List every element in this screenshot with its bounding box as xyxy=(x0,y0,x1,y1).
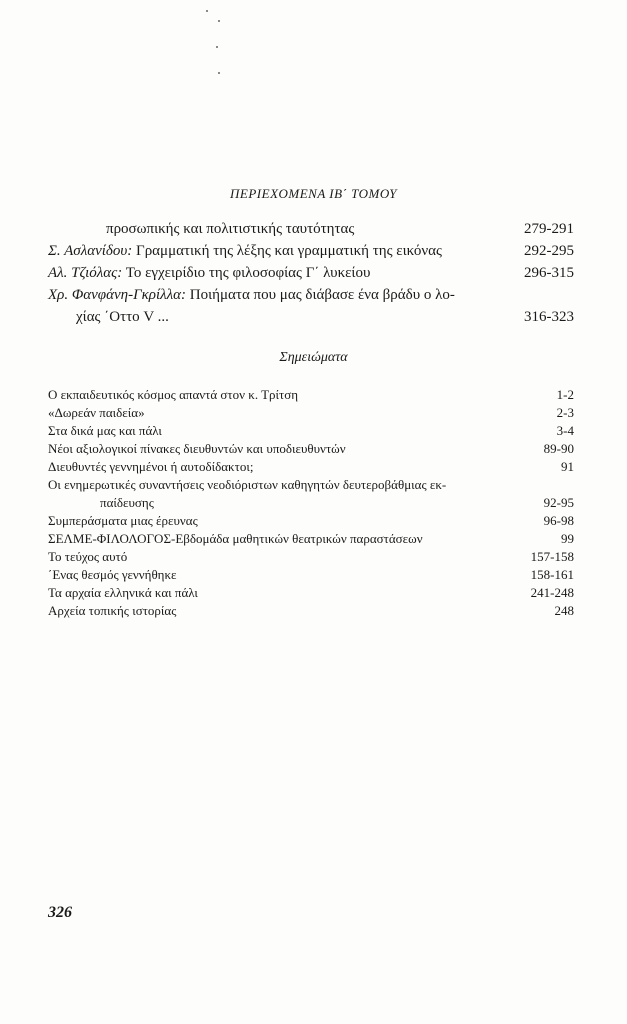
note-entry-pages: 2-3 xyxy=(556,405,574,420)
note-entry-pages: 1-2 xyxy=(556,387,574,402)
note-entry-title: Οι ενημερωτικές συναντήσεις νεοδιόριστων καθηγητών δευτεροβάθμιας εκ- xyxy=(48,477,447,492)
toc-entry-pages: 292-295 xyxy=(524,243,574,259)
note-entry-pages: 89-90 xyxy=(543,441,574,456)
note-entry-title: παίδευσης xyxy=(100,495,154,510)
page-title: ΠΕΡΙΕΧΟΜΕΝΑ ΙΒ΄ ΤΟΜΟΥ xyxy=(230,186,397,201)
toc-entry xyxy=(48,240,574,262)
note-entry xyxy=(48,566,574,584)
toc-entry-pages: 316-323 xyxy=(524,309,574,325)
note-entry xyxy=(48,440,574,458)
note-entry-title: Διευθυντές γεννημένοι ή αυτοδίδακτοι; xyxy=(48,459,254,474)
toc-entry xyxy=(48,284,574,306)
note-entry-title: «Δωρεάν παιδεία» xyxy=(48,405,145,420)
scan-speck xyxy=(216,46,218,48)
note-entry-title: Ο εκπαιδευτικός κόσμος απαντά στον κ. Τρίτση xyxy=(48,387,299,402)
toc-entry-title: Το εγχειρίδιο της φιλοσοφίας Γ΄ λυκείου xyxy=(125,265,371,281)
note-entry-pages: 99 xyxy=(561,531,574,546)
note-entry-title: Τα αρχαία ελληνικά και πάλι xyxy=(48,585,198,600)
toc-entry xyxy=(48,218,574,240)
toc-entry-author: Σ. Ασλανίδου: xyxy=(48,243,133,259)
note-entry-pages: 92-95 xyxy=(543,495,574,510)
contents-list xyxy=(48,218,574,328)
note-entry-pages: 96-98 xyxy=(543,513,574,528)
toc-entry-author: Χρ. Φανφάνη-Γκρίλλα: xyxy=(48,287,187,303)
note-entry-title: ΄Ενας θεσμός γεννήθηκε xyxy=(48,567,177,582)
note-entry xyxy=(48,512,574,530)
note-entry-pages: 241-248 xyxy=(530,585,574,600)
note-entry-title: ΣΕΛΜΕ-ΦΙΛΟΛΟΓΟΣ-Εβδομάδα μαθητικών θεατρικών παραστάσεων xyxy=(48,531,423,546)
note-entry-pages: 91 xyxy=(561,459,574,474)
toc-entry-pages: 279-291 xyxy=(524,221,574,237)
note-entry-title: Στα δικά μας και πάλι xyxy=(48,423,162,438)
toc-entry xyxy=(48,262,574,284)
note-entry xyxy=(48,494,574,512)
scan-speck xyxy=(218,20,220,22)
note-entry xyxy=(48,530,574,548)
note-entry xyxy=(48,458,574,476)
note-entry-pages: 3-4 xyxy=(556,423,574,438)
section-title: Σημειώματα xyxy=(279,350,348,365)
toc-entry xyxy=(48,306,574,328)
scan-speck xyxy=(206,10,208,12)
note-entry xyxy=(48,602,574,620)
scan-speck xyxy=(218,72,220,74)
note-entry xyxy=(48,476,574,494)
toc-entry-title: Ποιήματα που μας διάβασε ένα βράδυ ο λο- xyxy=(189,287,455,303)
note-entry-pages: 157-158 xyxy=(530,549,574,564)
toc-entry-title: χίας ΄Οττο V ... xyxy=(76,309,169,325)
toc-entry-title: προσωπικής και πολιτιστικής ταυτότητας xyxy=(106,221,355,237)
note-entry xyxy=(48,422,574,440)
note-entry-title: Το τεύχος αυτό xyxy=(48,549,128,564)
notes-list xyxy=(48,386,574,620)
note-entry xyxy=(48,386,574,404)
note-entry xyxy=(48,548,574,566)
page-number: 326 xyxy=(48,904,72,921)
note-entry-pages: 248 xyxy=(554,603,574,618)
note-entry-pages: 158-161 xyxy=(530,567,574,582)
toc-entry-author: Αλ. Τζιόλας: xyxy=(48,265,123,281)
note-entry-title: Νέοι αξιολογικοί πίνακες διευθυντών και υποδιευθυντών xyxy=(48,441,346,456)
note-entry xyxy=(48,404,574,422)
note-entry-title: Συμπεράσματα μιας έρευνας xyxy=(48,513,198,528)
toc-entry-pages: 296-315 xyxy=(524,265,574,281)
note-entry-title: Αρχεία τοπικής ιστορίας xyxy=(48,603,177,618)
toc-entry-title: Γραμματική της λέξης και γραμματική της εικόνας xyxy=(136,243,442,259)
note-entry xyxy=(48,584,574,602)
